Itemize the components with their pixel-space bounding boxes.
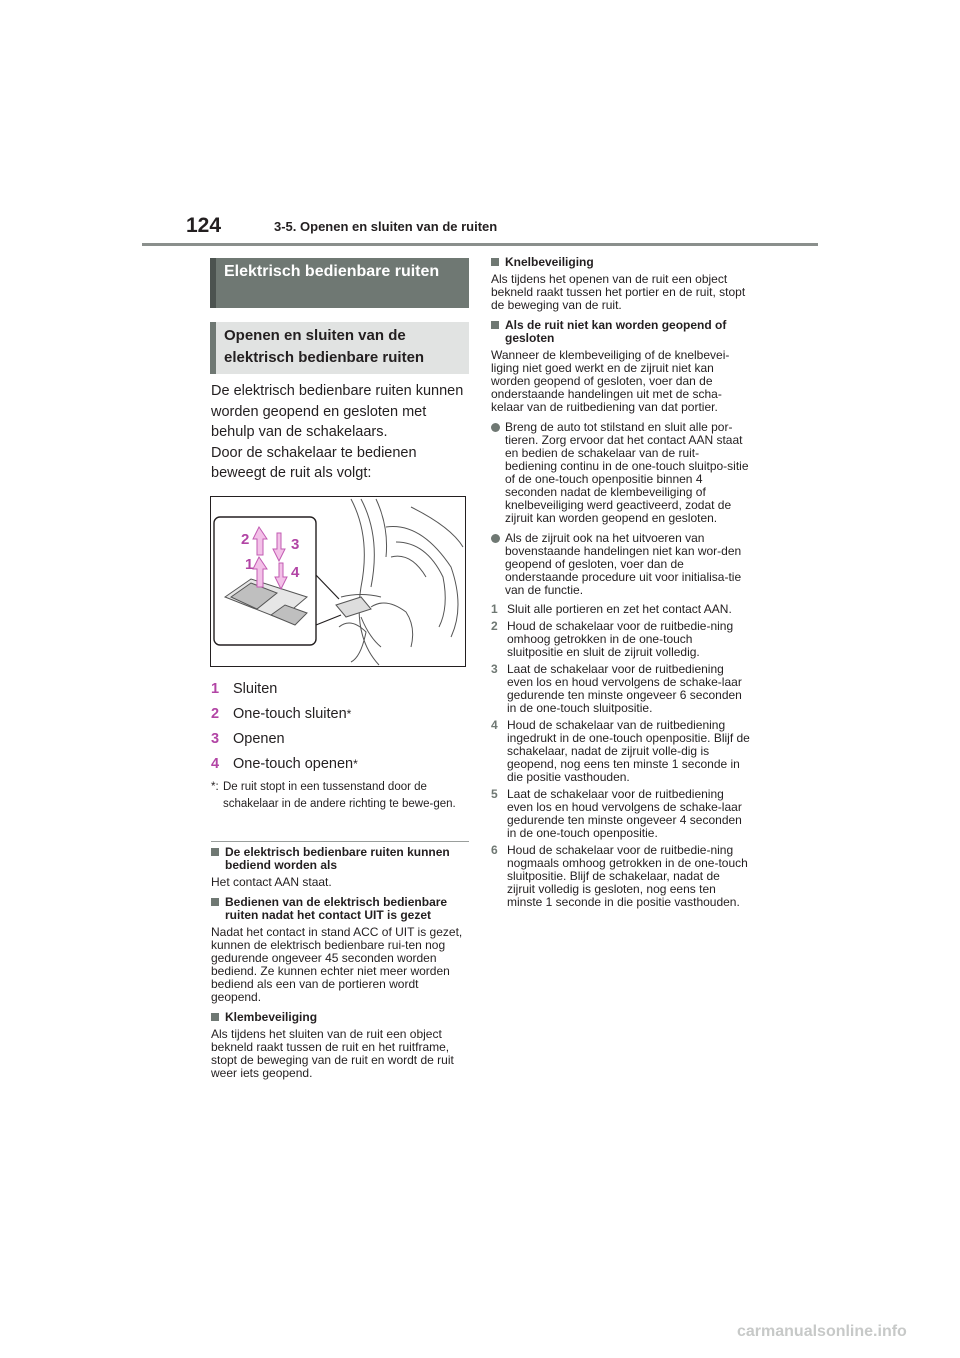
item-number: 3 (491, 662, 498, 676)
step-label: One-touch sluiten (233, 705, 347, 722)
step-number: 3 (211, 730, 220, 747)
page-number: 124 (186, 214, 222, 237)
window-switch-illustration (210, 496, 466, 667)
note-block (491, 256, 751, 312)
header-rule (142, 243, 818, 246)
note-block (211, 1011, 469, 1080)
intro-line: Door de schakelaar te bedienen (211, 444, 417, 461)
step-label: One-touch openen (233, 755, 354, 772)
note-body: Het contact AAN staat. (211, 875, 332, 889)
bullet-item: Breng de auto tot stilstand en sluit alle por-tieren. Zorg ervoor dat het contact AAN staat en bedien de schakelaar van de ruit-bediening continu in de one-touch sluitpo-sitie of de one-touch openpositie binnen 4 seconden nadat de klembeveiliging of knelbeveiliging werd geactiveerd, zodat de zijruit kan worden geopend en gesloten. (491, 421, 751, 525)
item-text: Houd de schakelaar voor de ruitbedie-ning omhoog getrokken in de one-touch sluitpositie en sluit de zijruit volledig. (507, 619, 734, 659)
note-block (211, 896, 469, 1004)
subsection-heading (210, 322, 469, 374)
note-block (211, 846, 469, 889)
numbered-item (491, 719, 751, 784)
step-asterisk: * (346, 706, 352, 721)
step-item (211, 726, 473, 751)
step-item (211, 751, 473, 776)
item-text: Houd de schakelaar voor de ruitbedie-ning nogmaals omhoog getrokken in de one-touch sluitpositie. Blijf de schakelaar, nadat de zijruit volledig is gesloten, nog eens ten minste 1 seconde in die positie vasthouden. (507, 843, 748, 909)
footnote-mark: *: (211, 781, 219, 793)
note-title: Bedienen van de elektrisch bedienbare ruiten nadat het contact UIT is gezet (211, 896, 469, 922)
step-label: Openen (233, 730, 285, 747)
subsection-title: Openen en sluiten van de elektrisch bedienbare ruiten (224, 327, 425, 366)
note-block (491, 319, 751, 414)
item-text: Sluit alle portieren en zet het contact AAN. (507, 602, 732, 616)
step-number: 4 (211, 755, 220, 772)
footnote-text: De ruit stopt in een tussenstand door de schakelaar in de andere richting te bewe-gen. (223, 781, 456, 810)
note-body: Als tijdens het sluiten van de ruit een object bekneld raakt tussen de ruit en het ruitframe, stopt de beweging van de ruit en wordt de ruit weer iets geopend. (211, 1027, 454, 1080)
item-number: 6 (491, 843, 498, 857)
figure-label-2: 2 (241, 531, 250, 548)
figure-label-3: 3 (291, 536, 300, 553)
figure-label-1: 1 (245, 556, 254, 573)
numbered-item (491, 788, 751, 840)
figure-label-4: 4 (291, 564, 300, 581)
note-body: Wanneer de klembeveiliging of de knelbevei-liging niet goed werkt en de zijruit niet kan worden geopend of gesloten, voer dan de onderstaande handelingen uit met de scha-kelaar van de ruitbediening van dat portier. (491, 348, 730, 414)
note-body: Als tijdens het openen van de ruit een object bekneld raakt tussen het portier en de ruit, stopt de beweging van de ruit. (491, 272, 746, 312)
item-number: 5 (491, 787, 498, 801)
watermark: carmanualsonline.info (737, 1323, 907, 1340)
step-number: 2 (211, 705, 220, 722)
numbered-item (491, 603, 751, 616)
left-notes (211, 846, 469, 1087)
item-number: 1 (491, 602, 498, 616)
note-title: Klembeveiliging (211, 1011, 469, 1024)
dashboard-drawing (211, 497, 465, 666)
step-item (211, 676, 473, 701)
intro-line: De elektrisch bedienbare ruiten kunnen (211, 383, 464, 399)
step-item (211, 701, 473, 726)
section-title: Elektrisch bedienbare ruiten (224, 263, 440, 280)
intro-text (211, 381, 473, 484)
item-text: Houd de schakelaar van de ruitbediening ingedrukt in de one-touch openpositie. Blijf de schakelaar, nadat de zijruit volle-dig is geopend, nog eens ten minste 1 seconde in die positie vasthouden. (507, 718, 750, 784)
divider (211, 841, 469, 842)
bullet-item: Als de zijruit ook na het uitvoeren van bovenstaande handelingen niet kan wor-den geopend of gesloten, voer dan de onderstaande procedure uit voor initialisa-tie van de functie. (491, 532, 751, 597)
step-asterisk: * (353, 756, 358, 771)
numbered-item (491, 663, 751, 715)
note-title: Knelbeveiliging (491, 256, 751, 269)
numbered-item (491, 844, 751, 909)
item-number: 4 (491, 718, 498, 732)
intro-line: worden geopend en gesloten met (211, 403, 427, 420)
footnote (211, 779, 473, 813)
right-notes (491, 256, 751, 913)
chapter-title: 3-5. Openen en sluiten van de ruiten (274, 219, 498, 234)
intro-line: behulp van de schakelaars. (211, 424, 388, 440)
step-number: 1 (211, 680, 220, 697)
intro-line: beweegt de ruit als volgt: (211, 465, 372, 481)
note-title: De elektrisch bedienbare ruiten kunnen bediend worden als (211, 846, 469, 872)
item-text: Laat de schakelaar voor de ruitbediening even los en houd vervolgens de schake-laar gedurende ten minste ongeveer 4 seconden in de one-touch openpositie. (507, 787, 742, 840)
note-title: Als de ruit niet kan worden geopend of gesloten (491, 319, 751, 345)
step-label: Sluiten (233, 680, 278, 697)
numbered-item (491, 620, 751, 659)
item-text: Laat de schakelaar voor de ruitbediening even los en houd vervolgens de schake-laar gedurende ten minste ongeveer 6 seconden in de one-touch sluitpositie. (507, 662, 742, 715)
section-heading (210, 258, 469, 308)
item-number: 2 (491, 619, 498, 633)
note-body: Nadat het contact in stand ACC of UIT is gezet, kunnen de elektrisch bedienbare rui-ten nog gedurende ongeveer 45 seconden worden bediend. Ze kunnen echter niet meer worden bediend als een van de portieren wordt geopend. (211, 925, 463, 1004)
steps-list (211, 676, 473, 776)
